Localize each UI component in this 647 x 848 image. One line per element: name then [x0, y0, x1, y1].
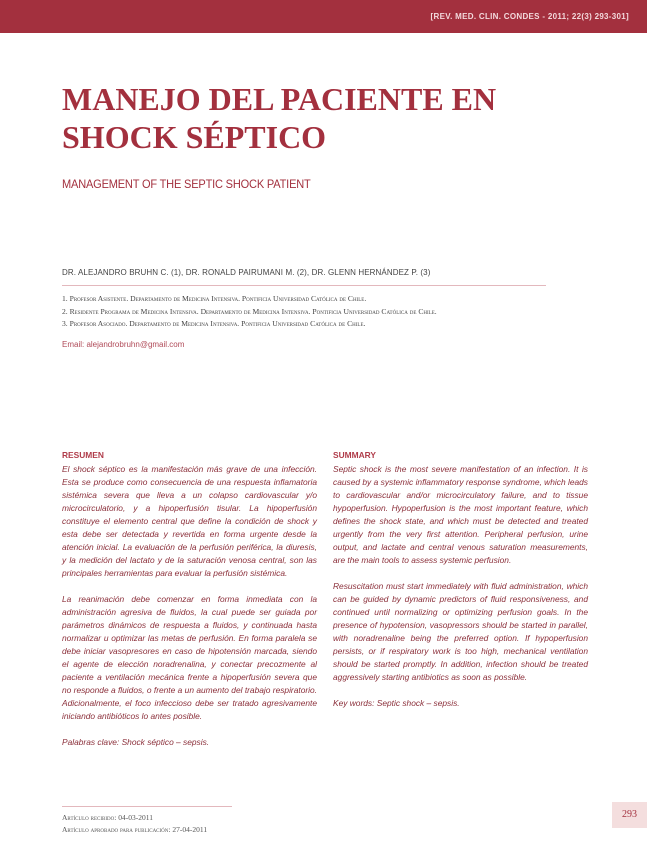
affiliation-2: 2. Residente Programa de Medicina Intensiva. Departamento de Medicina Intensiva. Pontificia Universidad Católica de Chile. — [62, 306, 437, 316]
contact-email[interactable]: Email: alejandrobruhn@gmail.com — [62, 340, 185, 349]
author-list: DR. ALEJANDRO BRUHN C. (1), DR. RONALD PAIRUMANI M. (2), DR. GLENN HERNÁNDEZ P. (3) — [62, 268, 431, 277]
article-subtitle: MANAGEMENT OF THE SEPTIC SHOCK PATIENT — [62, 177, 311, 191]
resumen-paragraph-2: La reanimación debe comenzar en forma inmediata con la administración agresiva de fluidos, la cual puede ser guiada por parámetros dinámicos de respuesta a fluidos, y continuada hasta normalizar u optimizar las metas de perfusión. En forma paralela se debe iniciar vasopresores en caso de hipotensión marcada, siendo el agente de elección noradrenalina, y conectar precozmente al paciente a ventilación mecánica frente a hipoperfusión severa que no responde a fluidos, o frente a un aumento del trabajo respiratorio. Adicionalmente, el foco infeccioso debe ser tratado agresivamente iniciando antibióticos lo antes posible. — [62, 594, 317, 721]
author-divider — [62, 285, 546, 286]
journal-reference: [REV. MED. CLIN. CONDES - 2011; 22(3) 293-301] — [430, 12, 629, 21]
article-title — [62, 80, 602, 156]
affiliation-1: 1. Profesor Asistente. Departamento de Medicina Intensiva. Pontificia Universidad Católica de Chile. — [62, 294, 367, 303]
affiliation-list — [62, 293, 582, 331]
summary-keywords: Key words: Septic shock – sepsis. — [333, 698, 460, 708]
page-number: 293 — [612, 802, 647, 828]
summary-paragraph-1: Septic shock is the most severe manifestation of an infection. It is caused by a systemic inflammatory response syndrome, which leads to cardiovascular and/or microcirculatory failure, and to tissue hypoperfusion. Hypoperfusion is the most important feature, which defines the shock state, and which must be detected and treated urgently from the very first attention. Peripheral perfusion, urine output, and lactate and central venous saturation measurements, are the main tools to assess systemic perfusion. — [333, 464, 588, 565]
summary-paragraph-2: Resuscitation must start immediately with fluid administration, which can be guided by dynamic predictors of fluid responsiveness, and continued until normalizing or optimizing perfusion goals. In the presence of hypotension, vasopressors should be started in parallel, with noradrenaline being the preferred option. If hypoperfusion persists, or if respiratory work is too high, mechanical ventilation should be started promptly. In addition, infection should be treated aggressively starting antibiotics as soon as possible. — [333, 581, 588, 682]
received-date: Artículo recibido: 04-03-2011 — [62, 813, 153, 822]
title-line-2: SHOCK SÉPTICO — [62, 119, 327, 155]
summary-column — [333, 449, 588, 723]
title-line-1: MANEJO DEL PACIENTE EN — [62, 81, 497, 117]
article-dates — [62, 812, 207, 836]
resumen-column — [62, 449, 317, 762]
resumen-keywords: Palabras clave: Shock séptico – sepsis. — [62, 737, 210, 747]
affiliation-3: 3. Profesor Asociado. Departamento de Medicina Intensiva. Pontificia Universidad Católica de Chile. — [62, 319, 366, 328]
resumen-heading: RESUMEN — [62, 450, 104, 460]
approved-date: Artículo aprobado para publicación: 27-04-2011 — [62, 825, 208, 834]
resumen-paragraph-1: El shock séptico es la manifestación más grave de una infección. Esta se produce como consecuencia de una respuesta inflamatoria sistémica severa que lleva a un colapso cardiovascular y/o microcirculatorio, y a hipoperfusión tisular. La hipoperfusión constituye el elemento central que define la condición de shock y esta debe ser detectada y revertida en forma urgente desde la atención inicial. La evaluación de la perfusión periférica, la diuresis, y la medición del lactato y de la saturación venosa central, son las principales herramientas para evaluar la perfusión sistémica. — [62, 464, 317, 578]
footer-divider — [62, 806, 232, 807]
summary-heading: SUMMARY — [333, 450, 376, 460]
header-bar — [0, 0, 647, 33]
